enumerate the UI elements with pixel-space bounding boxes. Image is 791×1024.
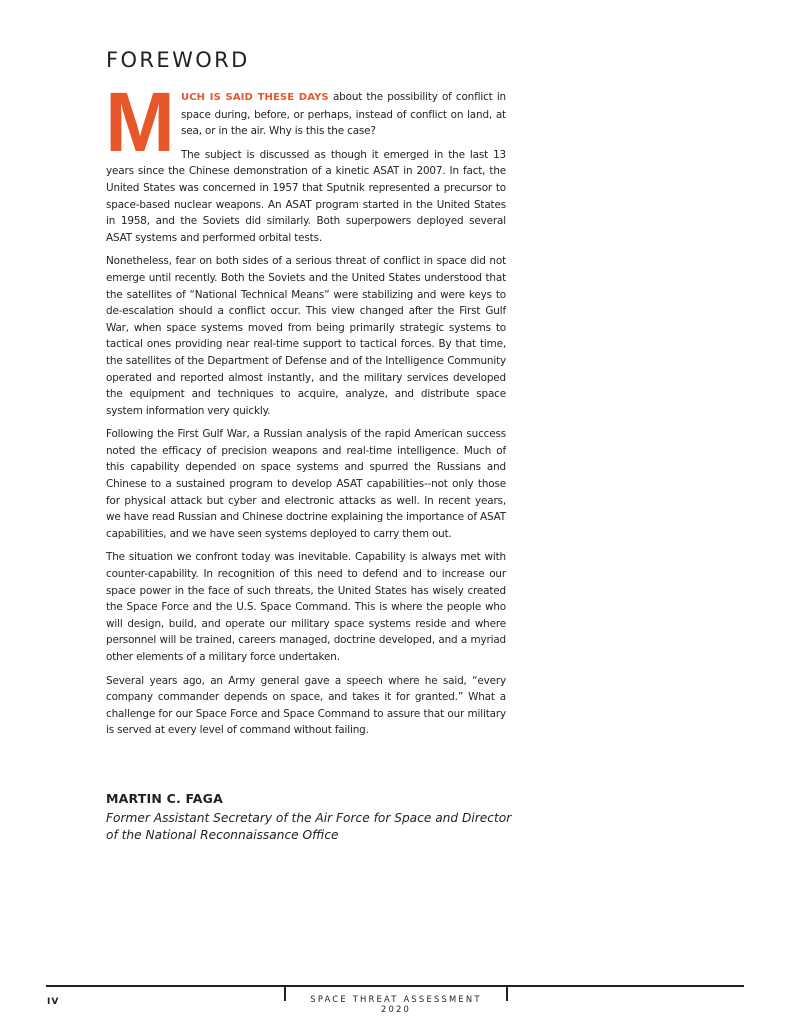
- paragraph-2: Nonetheless, fear on both sides of a serious threat of conflict in space did not emerge until recently. Both the Soviets and the United States understood that the satellites of “National Technical Means” were stabilizing and were keys to de-escalation should a conflict occur. This view changed after the First Gulf War, when space systems moved from being primarily strategic systems to tactical ones providing near real-time support to tactical forces. By that time, the satellites of the Department of Defense and of the Intelligence Community operated and reported almost instantly, and the military services developed the equipment and techniques to acquire, analyze, and distribute space system information very quickly.: [106, 255, 506, 417]
- intro-text: about the possibility of conflict in space during, before, or perhaps, instead of conflict on land, at sea, or in the air. Why is this the case?: [180, 91, 506, 138]
- paragraph-3: Following the First Gulf War, a Russian analysis of the rapid American success noted the efficacy of precision weapons and real-time intelligence. Much of this capability depended on space systems and spurred the Russians and Chinese to a sustained program to develop ASAT capabilities--not only those for physical attack but cyber and electronic attacks as well. In recent years, we have read Russian and Chinese doctrine explaining the importance of ASAT capabilities, and we have seen systems deployed to carry them out.: [106, 428, 506, 540]
- lead-in: UCH IS SAID THESE DAYS: [180, 92, 329, 103]
- footer-rule: [46, 985, 744, 987]
- foreword-body: [105, 75, 506, 746]
- signer-name: MARTIN C. FAGA: [106, 791, 223, 806]
- page-title: FOREWORD: [106, 48, 250, 72]
- running-title: SPACE THREAT ASSESSMENT 2020: [310, 994, 482, 1014]
- signer-title: Former Assistant Secretary of the Air Force for Space and Director of the National Reconnaissance Office: [106, 811, 512, 842]
- drop-cap: M: [105, 75, 173, 169]
- paragraph-1: The subject is discussed as though it emerged in the last 13 years since the Chinese demonstration of a kinetic ASAT in 2007. In fact, the United States was concerned in 1957 that Sputnik represented a precursor to space-based nuclear weapons. An ASAT program started in the United States in 1958, and the Soviets did similarly. Both superpowers deployed several ASAT systems and performed orbital tests.: [106, 148, 506, 244]
- paragraph-5: Several years ago, an Army general gave a speech where he said, “every company commander depends on space, and takes it for granted.” What a challenge for our Space Force and Space Command to assure that our military is served at every level of command without failing.: [106, 674, 506, 737]
- paragraph-4: The situation we confront today was inevitable. Capability is always met with counter-capability. In recognition of this need to defend and to increase our space power in the face of such threats, the United States has wisely created the Space Force and the U.S. Space Command. This is where the people who will design, build, and operate our military space systems reside and where personnel will be trained, careers managed, doctrine developed, and a myriad other elements of a military force undertaken.: [106, 551, 506, 663]
- footer-divider-left: [284, 986, 286, 1001]
- footer-divider-right: [506, 986, 508, 1001]
- intro-paragraph: [105, 75, 506, 169]
- page-number: IV: [47, 997, 60, 1007]
